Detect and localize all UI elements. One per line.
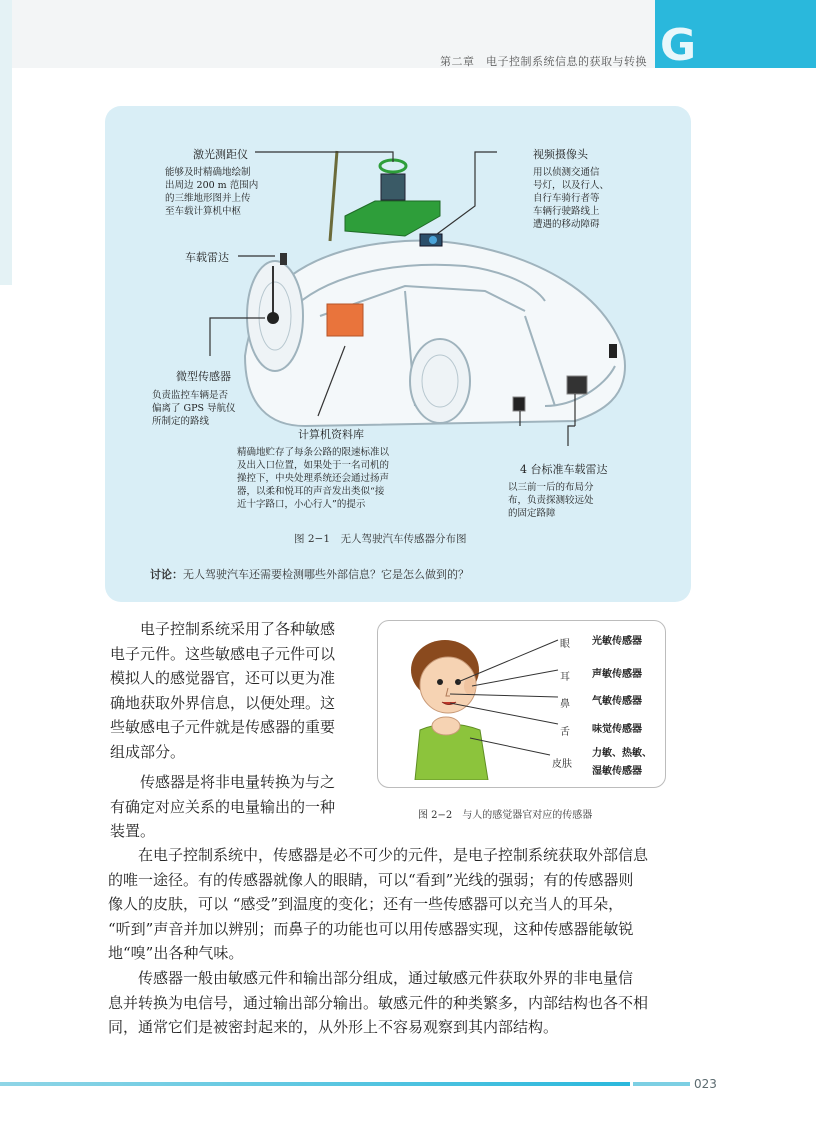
computer-database-label: 计算机资料库 xyxy=(298,428,364,441)
sensor-light: 光敏传感器 xyxy=(592,636,642,647)
sensor-eye-row xyxy=(560,632,660,651)
standard-radar-desc: 以三前一后的布局分 布，负责探测较远处 的固定路障 xyxy=(508,482,594,519)
organ-tongue: 舌 xyxy=(560,727,570,738)
page-number: 023 xyxy=(694,1077,717,1091)
organ-eye: 眼 xyxy=(560,639,570,650)
micro-sensor-desc: 负责监控车辆是否 偏离了 GPS 导航仪 所制定的路线 xyxy=(152,390,236,427)
footer-rule-short xyxy=(633,1082,690,1086)
discussion-text: 无人驾驶汽车还需要检测哪些外部信息？它是怎么做到的？ xyxy=(183,568,469,581)
organ-ear: 耳 xyxy=(560,672,570,683)
discussion-question xyxy=(150,566,469,582)
organ-nose: 鼻 xyxy=(560,699,570,710)
paragraph-2: 传感器是将非电量转换为与之 有确定对应关系的电量输出的一种 装置。 xyxy=(110,773,336,840)
sensor-humidity: 湿敏传感器 xyxy=(592,766,642,777)
sensor-tongue-row xyxy=(560,720,660,739)
micro-sensor-label: 微型传感器 xyxy=(176,370,231,383)
video-camera-desc: 用以侦测交通信 号灯，以及行人、 自行车骑行者等 车辆行驶路线上 遭遇的移动障碍 xyxy=(533,167,610,230)
boy-illustration xyxy=(400,630,560,780)
standard-radar-label: 4 台标准车载雷达 xyxy=(520,463,608,476)
sensor-ear-row xyxy=(560,665,660,684)
sensor-sound: 声敏传感器 xyxy=(592,669,642,680)
paragraph-4: 传感器一般由敏感元件和输出部分组成，通过敏感元件获取外界的非电量信 息并转换为电信号，通过输出部分输出。敏感元件的种类繁多，内部结构也各不相 同，通常它们是被密封起来的，从外形上不容易观察到其内部结构。 xyxy=(108,969,649,1036)
sensor-gas: 气敏传感器 xyxy=(592,696,642,707)
organ-skin: 皮肤 xyxy=(552,759,572,770)
left-margin-stripe xyxy=(0,0,12,285)
paragraph-3: 在电子控制系统中，传感器是必不可少的元件，是电子控制系统获取外部信息 的唯一途径。有的传感器就像人的眼睛，可以“看到”光线的强弱；有的传感器则 像人的皮肤，可以 “感受”到温度的变化；还有一些传感器可以充当人的耳朵， “听到”声音并加以辨别；而鼻子的功能也可以用传感器实现，这种传感器能敏锐 地“嗅”出各种气味。 xyxy=(108,846,649,962)
vehicle-radar-label: 车载雷达 xyxy=(185,251,229,264)
paragraph-1: 电子控制系统采用了各种敏感 电子元件。这些敏感电子元件可以 模拟人的感觉器官，还可以更为准 确地获取外界信息，以便处理。这 些敏感电子元件就是传感器的重要 组成部分。 xyxy=(110,620,336,761)
discussion-label: 讨论： xyxy=(150,568,183,581)
laser-rangefinder-label: 激光测距仪 xyxy=(193,148,248,161)
figure1-caption: 图 2−1 无人驾驶汽车传感器分布图 xyxy=(294,533,467,545)
chapter-title: 第二章 电子控制系统信息的获取与转换 xyxy=(440,55,647,68)
sensor-taste: 味觉传感器 xyxy=(592,724,642,735)
corner-logo-letter: G xyxy=(660,20,697,71)
video-camera-label: 视频摄像头 xyxy=(533,148,588,161)
figure2-caption: 图 2−2 与人的感觉器官对应的传感器 xyxy=(418,810,593,821)
computer-database-desc: 精确地贮存了每条公路的限速标准以 及出入口位置，如果处于一名司机的 操控下，中央处理系统还会通过扬声 器，以柔和悦耳的声音发出类似“接 近十字路口，小心行人”的提示 xyxy=(237,447,390,510)
sensor-force-heat: 力敏、热敏、 xyxy=(592,748,652,759)
sensor-nose-row xyxy=(560,692,660,711)
laser-rangefinder-desc: 能够及时精确地绘制 出周边 200 m 范围内 的三维地形图并上传 至车载计算机中枢 xyxy=(165,167,259,217)
footer-rule xyxy=(0,1082,630,1086)
